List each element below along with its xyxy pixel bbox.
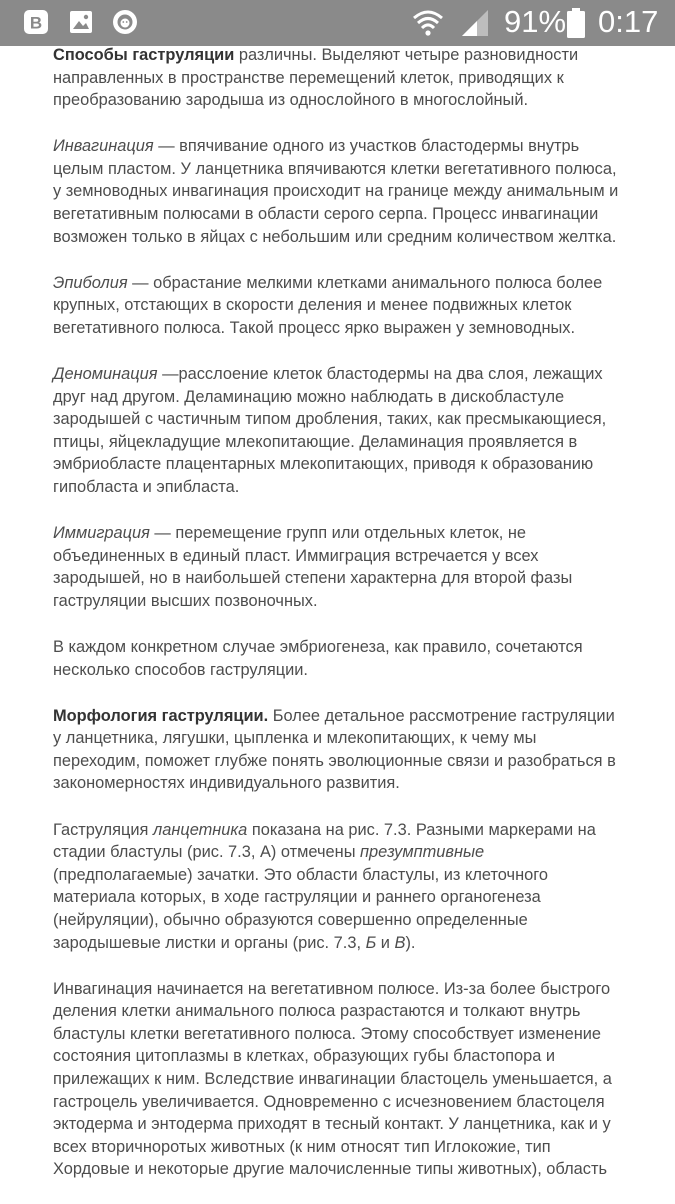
paragraph-gastrulation-methods: Способы гаструляции различны. Выделяют четыре разновидности направленных в пространстве перемещений клеток, приводящих к преобразованию зародыша из однослойного в многослойный. <box>53 46 579 110</box>
term-invagination: Инвагинация <box>53 137 154 156</box>
section-heading: Способы гаструляции <box>53 46 235 64</box>
svg-text:В: В <box>29 13 43 33</box>
lion-app-icon <box>112 9 138 35</box>
paragraph-combination: В каждом конкретном случае эмбриогенеза, как правило, сочетаются несколько способов гаструляции. <box>53 637 583 679</box>
clock: 0:17 <box>598 4 659 39</box>
term-epiboly: Эпиболия <box>53 273 128 292</box>
gallery-icon <box>68 9 94 35</box>
term-denomination: Деноминация <box>53 365 158 384</box>
vk-icon <box>23 9 49 35</box>
wifi-icon <box>412 8 444 38</box>
paragraph-lancelet-gastrulation: Гаструляция ланцетника показана на рис. 7.3. Разными маркерами на стадии бластулы (рис. 7.3, А) отмечены презумптивные (предполагаемые) зачатки. Это области бластулы, из клеточного материала которых, в ходе гаструляции и раннего органогенеза (нейруляции), обычно образуются совершенно определенные зародышевые листки и органы (рис. 7.3, Б и В). <box>53 820 596 952</box>
paragraph-immigration: Иммиграция — перемещение групп или отдельных клеток, не объединенных в единый пласт. Иммиграция встречается у всех зародышей, но в наибольшей степени характерна для второй фазы гаструляции высших позвоночных. <box>53 524 573 610</box>
status-bar <box>0 0 675 46</box>
paragraph-delamination: Деноминация —расслоение клеток бластодермы на два слоя, лежащих друг над другом. Деламинацию можно наблюдать в дискобластуле зародышей с частичным типом дробления, таких, как пресмыкающиеся, птицы, яйцекладущие млекопитающие. Деламинация проявляется в эмбриобласте плацентарных млекопитающих, приводя к образованию гипобласта и эпибласта. <box>53 365 607 496</box>
paragraph-epiboly: Эпиболия — обрастание мелкими клетками анимального полюса более крупных, отстающих в скорости деления и менее подвижных клеток вегетативного полюса. Такой процесс ярко выражен у земноводных. <box>53 273 603 337</box>
battery-icon <box>566 8 586 38</box>
paragraph-invagination: Инвагинация — впячивание одного из участков бластодермы внутрь целым пластом. У ланцетника впячиваются клетки вегетативного полюса, у земноводных инвагинация происходит на границе между анимальным и вегетативным полюсами в области серого серпа. Процесс инвагинации возможен только в яйцах с небольшим или средним количеством желтка. <box>53 137 619 246</box>
article-body <box>53 46 625 1204</box>
paragraph-morphology: Морфология гаструляции. Более детальное рассмотрение гаструляции у ланцетника, лягушки, цыпленка и млекопитающих, к чему мы переходим, поможет глубже понять эволюционные связи и разобраться в закономерностях индивидуального развития. <box>53 706 616 793</box>
signal-icon <box>460 10 490 36</box>
term-immigration: Иммиграция <box>53 524 150 543</box>
battery-percent: 91% <box>504 4 567 39</box>
paragraph-invagination-process: Инвагинация начинается на вегетативном полюсе. Из-за более быстрого деления клетки анимального полюса разрастаются и толкают внутрь бластулы клетки вегетативного полюса. Этому способствует изменение состояния цитоплазмы в клетках, образующих губы бластопора и прилежащих к ним. Вследствие инвагинации бластоцель уменьшается, а гастроцель увеличивается. Одновременно с исчезновением бластоцеля эктодерма и энтодерма приходят в тесный контакт. У ланцетника, как и у всех вторичноротых животных (к ним относят тип Иглокожие, тип Хордовые и некоторые другие малочисленные типы животных), область <box>53 979 612 1179</box>
section-heading: Морфология гаструляции. <box>53 706 269 725</box>
